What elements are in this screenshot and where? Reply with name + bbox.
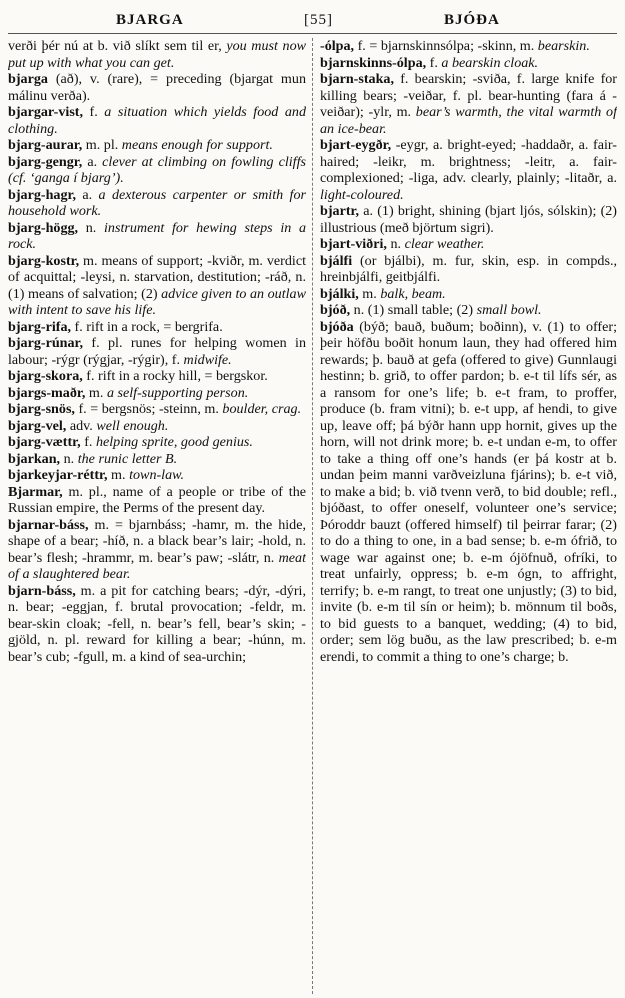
- dictionary-entry: [8, 137, 306, 154]
- headword: bjarg-kostr,: [8, 252, 80, 269]
- entry-text: a. (1) bright, shining (bjart ljós, sólskin); (2) illustrious (með björtum sigri).: [320, 203, 617, 236]
- headword: bjarg-aurar,: [8, 137, 83, 153]
- entry-gloss: a bearskin cloak.: [441, 54, 539, 71]
- entry-gloss: boulder, crag.: [222, 401, 302, 417]
- headword: bjarg-vel,: [8, 417, 67, 434]
- entry-gloss: a self-supporting person.: [106, 384, 249, 401]
- entry-gloss: meat of a slaughtered bear.: [8, 549, 306, 582]
- entry-text: f. rift in a rock, = bergrifa.: [71, 318, 223, 335]
- headword: bjargar-vist,: [8, 104, 84, 120]
- entry-gloss: the runic letter B.: [77, 450, 178, 467]
- entry-gloss: a situation which yields food and clothing.: [8, 104, 306, 137]
- entry-text: m. = bjarnbáss; -hamr, m. the hide, shape of a bear; -híð, n. a black bear’s lair; -hold, n. bear’s flesh; -hrammr, m. bear’s paw; -slátr, n.: [8, 516, 306, 566]
- entry-text: (or bjálbi), m. fur, skin, esp. in compds., hreinbjálfi, geitbjálfi.: [320, 252, 617, 285]
- header-rule: [8, 33, 617, 34]
- headword: -ólpa,: [320, 38, 355, 54]
- dictionary-entry: [320, 137, 617, 203]
- entry-text: f.: [426, 54, 442, 71]
- dictionary-entry: [8, 71, 306, 104]
- headword: bjálki,: [320, 285, 359, 302]
- dictionary-entry: [8, 434, 306, 451]
- page-number: [55]: [304, 12, 333, 28]
- entry-text: f.: [80, 434, 96, 450]
- entry-gloss: clever at climbing on fowling cliffs (cf. ‘ganga í bjarg’).: [8, 153, 306, 186]
- headword: bjarn-staka,: [320, 71, 394, 87]
- dictionary-entry: [320, 38, 617, 55]
- dictionary-entry: [320, 253, 617, 286]
- entry-text: n.: [60, 450, 78, 467]
- dictionary-entry: [320, 286, 617, 303]
- entry-gloss: advice given to an outlaw with intent to save his life.: [8, 285, 306, 318]
- entry-text: m. pl.: [82, 137, 122, 153]
- entry-gloss: you must now put up with what you can get.: [8, 38, 306, 71]
- entry-text: -eygr, a. bright-eyed; -haddaðr, a. fair-haired; -leikr, m. brightness; -leitr, a. fair-complexioned; -liga, adv. clearly, plainly; -litaðr, a.: [320, 137, 617, 186]
- entry-gloss: helping sprite, good genius.: [95, 434, 253, 450]
- dictionary-entry: [8, 187, 306, 220]
- entry-gloss: midwife.: [183, 351, 232, 368]
- headword: bjarg-vættr,: [8, 434, 81, 450]
- column-divider: [312, 38, 313, 994]
- entry-text: (að), v. (rare), = preceding (bjargat mun málinu verða).: [8, 71, 306, 104]
- entry-gloss: small bowl.: [476, 302, 542, 318]
- dictionary-entry: [8, 484, 306, 517]
- dictionary-entry: [8, 319, 306, 336]
- dictionary-entry: [320, 71, 617, 137]
- entry-text: f. bearskin; -sviða, f. large knife for killing bears; -veiðar, f. pl. bear-hunting (fara á -veiðar); -ylr, m.: [320, 71, 617, 120]
- headword: bjóð,: [320, 302, 351, 318]
- dictionary-entry: [8, 253, 306, 319]
- entry-text: adv.: [66, 417, 97, 434]
- entry-text: n. (1) small table; (2): [350, 302, 477, 318]
- headword: bjart-viðri,: [320, 236, 387, 252]
- headword: bjart-eygðr,: [320, 137, 392, 153]
- dictionary-entry: [8, 451, 306, 468]
- dictionary-entry: [320, 302, 617, 319]
- entry-text: n.: [386, 236, 405, 252]
- headword: bjarg-högg,: [8, 219, 79, 236]
- left-column: [8, 38, 306, 994]
- dictionary-entry: [8, 335, 306, 368]
- entry-gloss: well enough.: [96, 417, 169, 434]
- entry-text: m. a pit for catching bears; -dýr, -dýri, n. bear; -eggjan, f. brutal provocation; -feldr, m. bear-skin cloak; -fell, n. bear’s fell, bear’s skin; -gjöld, n. pl. reward for killing a bear; -húnn, m. bear’s cub; -fgull, m. a kind of sea-urchin;: [8, 582, 306, 665]
- page-header: [8, 8, 617, 32]
- headword: bjálfi: [320, 252, 353, 269]
- dictionary-entry: [8, 517, 306, 583]
- dictionary-entry: [8, 104, 306, 137]
- entry-text: f. pl. runes for helping women in labour; -rýgr (rýgjar, -rýgir), f.: [8, 335, 306, 368]
- headword: bjarg-snös,: [8, 401, 75, 417]
- dictionary-entry: [8, 154, 306, 187]
- headword: bjarg-skora,: [8, 368, 83, 384]
- entry-text: m.: [107, 467, 130, 483]
- entry-gloss: instrument for hewing steps in a rock.: [8, 219, 306, 252]
- headword: bjarga: [8, 71, 48, 87]
- entry-text: verði þér nú at b. við slíkt sem til er,: [8, 38, 227, 54]
- headword: bjarkeyjar-réttr,: [8, 467, 108, 483]
- headword: Bjarmar,: [8, 483, 63, 500]
- entry-gloss: bear’s warmth, the vital warmth of an ice-bear.: [320, 104, 617, 137]
- entry-text: (býð; bauð, buðum; boðinn), v. (1) to offer; þeir höfðu boðit honum laun, they had offered him rewards; þ. bauð at gefa (offered to give) Gunnlaugi hestinn; b. grið, to offer pardon; b. e-t til lífs sér, as a ransom for one’s life; b. e-t fram, to proffer, produce (b. fram vitni); b. e-t upp, af hendi, to give up, leave off; þá býðr hann upp hornit, gives up the horn, will not drink more; b. e-t undan e-m, to offer to take a thing off one’s hands (er þá kostr at b. undan þeim manni varðveizluna fjárins); b. e-t við, to make a bid; b. við tvenn verð, to bid double; refl., bjóðast, to offer oneself, volunteer one’s service; Þóroddr bauzt (offered himself) til þeirrar farar; (2) to do a thing to one, in a bad sense; b. e-m ófrið, to wage war against one; b. e-m ójöfnuð, ofríki, to treat unfairly, oppress; b. e-m ógn, to affright, terrify; b. e-m rangt, to treat one unjustly; (3) to bid, invite (b. e-m til sín or heim); b. mönnum til boðs, to bid guests to a banquet, wedding; (4) to bid, order; sem lög buðu, as the law prescribed; b. e-m erendi, to commit a thing to one’s charge; b.: [320, 318, 617, 665]
- headword: bjarkan,: [8, 450, 61, 467]
- entry-text: f.: [83, 104, 105, 120]
- dictionary-entry: [320, 236, 617, 253]
- headword: bjarnskinns-ólpa,: [320, 54, 427, 71]
- dictionary-entry: [8, 368, 306, 385]
- entry-text: a.: [82, 153, 103, 170]
- columns: [8, 38, 617, 994]
- entry-text: f. rift in a rocky hill, = bergskor.: [82, 368, 268, 384]
- dictionary-entry: [320, 55, 617, 72]
- entry-text: m. pl., name of a people or tribe of the Russian empire, the Perms of the present day.: [8, 483, 306, 516]
- dictionary-entry: [8, 38, 306, 71]
- dictionary-entry: [8, 467, 306, 484]
- entry-text: m.: [85, 384, 107, 401]
- entry-gloss: means enough for support.: [121, 137, 273, 153]
- entry-gloss: light-coloured.: [320, 186, 404, 203]
- headword: bjarg-hagr,: [8, 186, 76, 203]
- headword: bjarn-báss,: [8, 582, 76, 599]
- headword: bjartr,: [320, 203, 360, 219]
- headword: bjóða: [320, 318, 354, 335]
- dictionary-entry: [8, 401, 306, 418]
- entry-gloss: a dexterous carpenter or smith for household work.: [8, 186, 306, 219]
- entry-text: n.: [78, 219, 104, 236]
- entry-gloss: bearskin.: [537, 38, 590, 54]
- headword: bjarg-gengr,: [8, 153, 83, 170]
- entry-text: f. = bjarnskinnsólpa; -skinn, m.: [354, 38, 538, 54]
- entry-gloss: balk, beam.: [380, 285, 446, 302]
- entry-text: a.: [76, 186, 99, 203]
- entry-gloss: clear weather.: [404, 236, 485, 252]
- entry-text: m. means of support; -kviðr, m. verdict of acquittal; -leysi, n. starvation, destitution; -ráð, n. (1) means of salvation; (2): [8, 252, 306, 302]
- dictionary-entry: [320, 203, 617, 236]
- entry-gloss: town-law.: [129, 467, 185, 483]
- headword: bjarg-rifa,: [8, 318, 72, 335]
- dictionary-entry: [8, 418, 306, 435]
- header-right-word: BJÓÐA: [444, 12, 500, 28]
- dictionary-entry: [8, 220, 306, 253]
- header-left-word: BJARGA: [116, 12, 184, 28]
- dictionary-entry: [8, 583, 306, 666]
- dictionary-entry: [8, 385, 306, 402]
- dictionary-entry: [320, 319, 617, 666]
- headword: bjargs-maðr,: [8, 384, 86, 401]
- headword: bjarnar-báss,: [8, 516, 89, 533]
- headword: bjarg-rúnar,: [8, 335, 84, 351]
- entry-text: m.: [358, 285, 381, 302]
- entry-text: f. = bergsnös; -steinn, m.: [74, 401, 223, 417]
- right-column: [320, 38, 617, 994]
